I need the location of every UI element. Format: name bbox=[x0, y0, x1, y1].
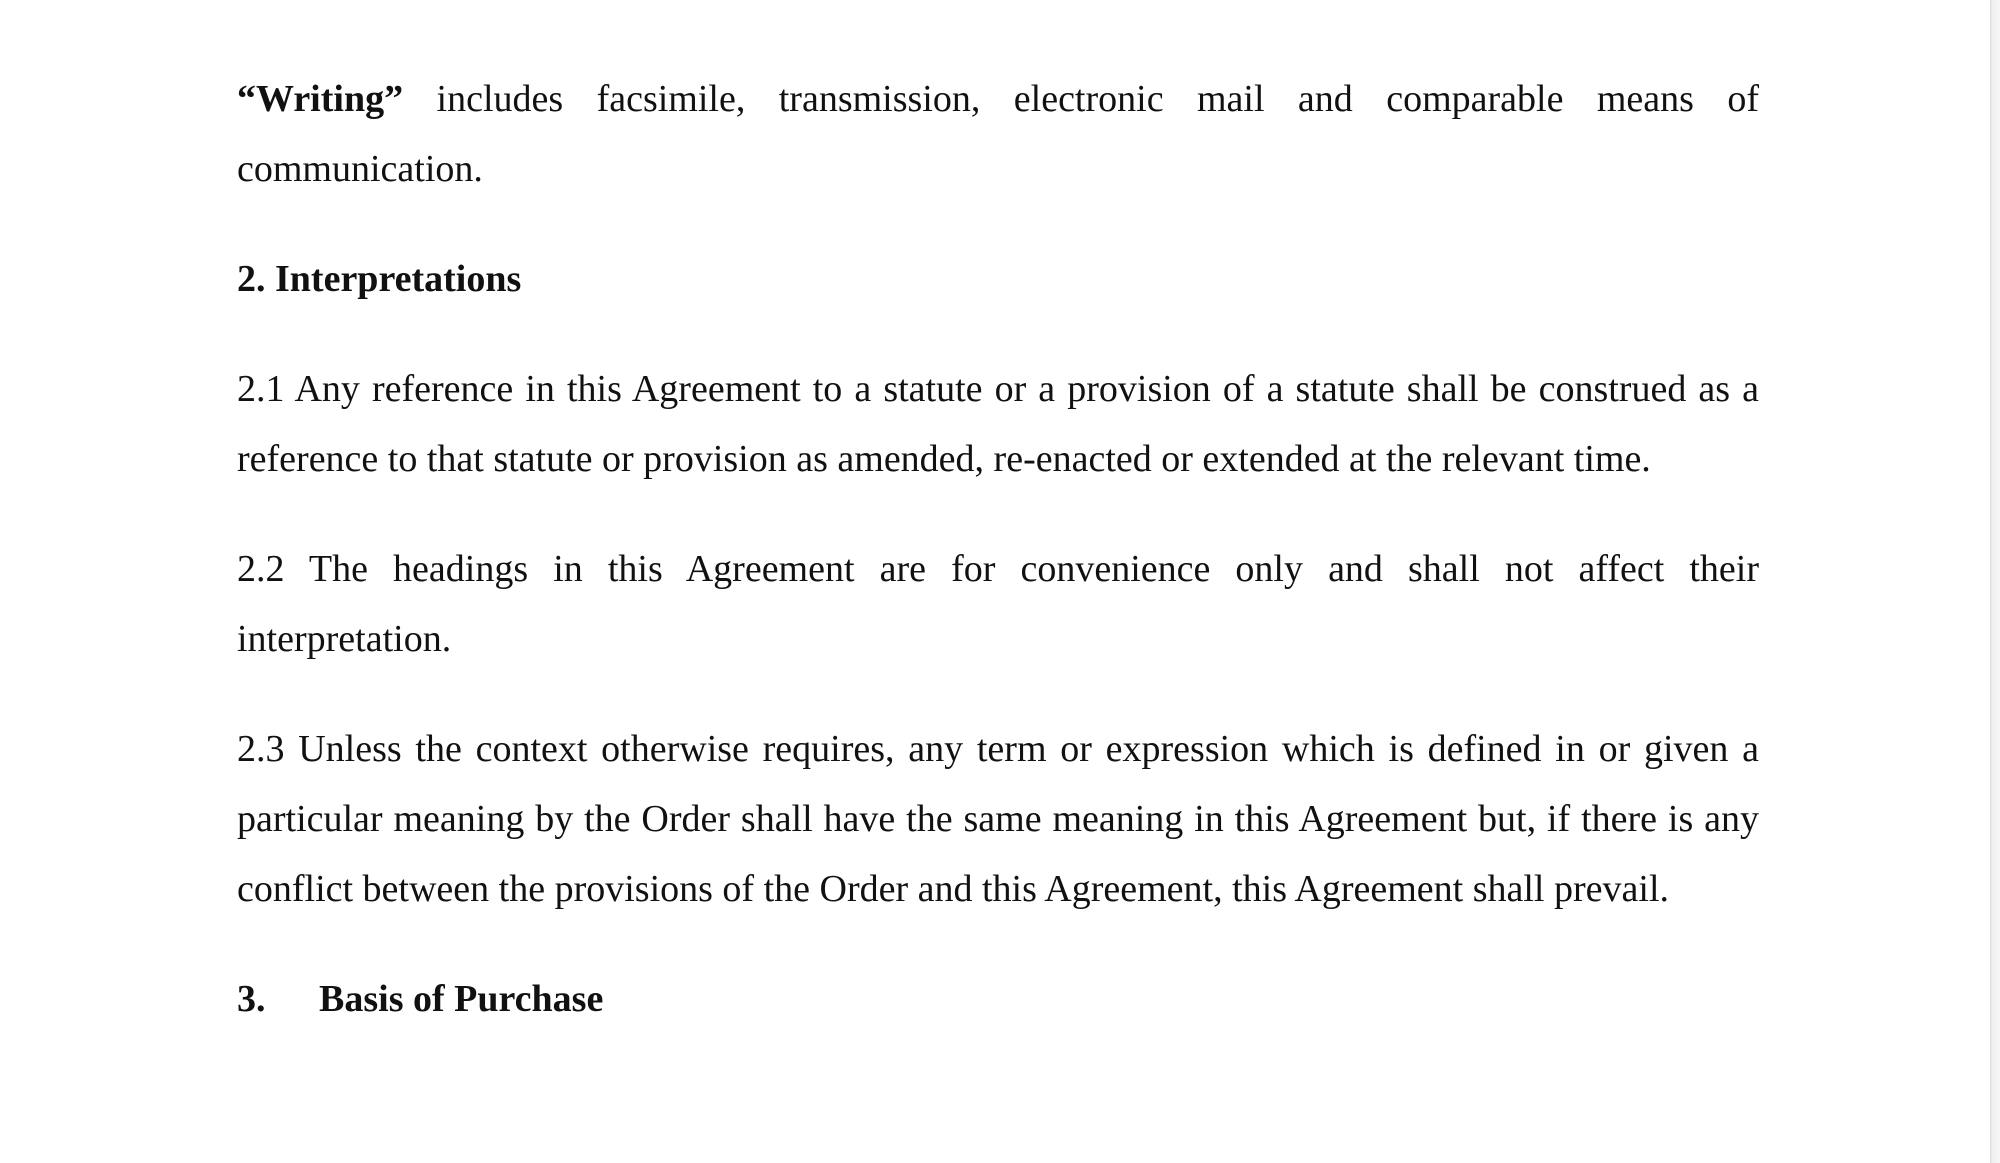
clause-2-3: 2.3 Unless the context otherwise requires, any term or expression which is defined in or given a particular meaning by the Order shall have the same meaning in this Agreement but, if there is any conflict between the provisions of the Order and this Agreement, this Agreement shall prevail. bbox=[237, 728, 1759, 910]
section-3-title: Basis of Purchase bbox=[319, 978, 604, 1020]
page-edge-shadow bbox=[1990, 0, 2000, 1163]
clause-2-2: 2.2 The headings in this Agreement are for convenience only and shall not affect their interpretation. bbox=[237, 548, 1759, 660]
writing-term: “Writing” bbox=[237, 78, 404, 120]
section-2-heading: 2. Interpretations bbox=[237, 258, 522, 300]
section-3-number: 3. bbox=[237, 978, 266, 1020]
writing-definition-text: includes facsimile, transmission, electronic mail and comparable means of communication. bbox=[237, 78, 1760, 190]
section-3-heading bbox=[237, 964, 1759, 1034]
writing-definition-paragraph bbox=[237, 64, 1759, 204]
document-body bbox=[237, 64, 1759, 1034]
clause-2-1: 2.1 Any reference in this Agreement to a statute or a provision of a statute shall be construed as a reference to that statute or provision as amended, re-enacted or extended at the relevant time. bbox=[237, 368, 1759, 480]
